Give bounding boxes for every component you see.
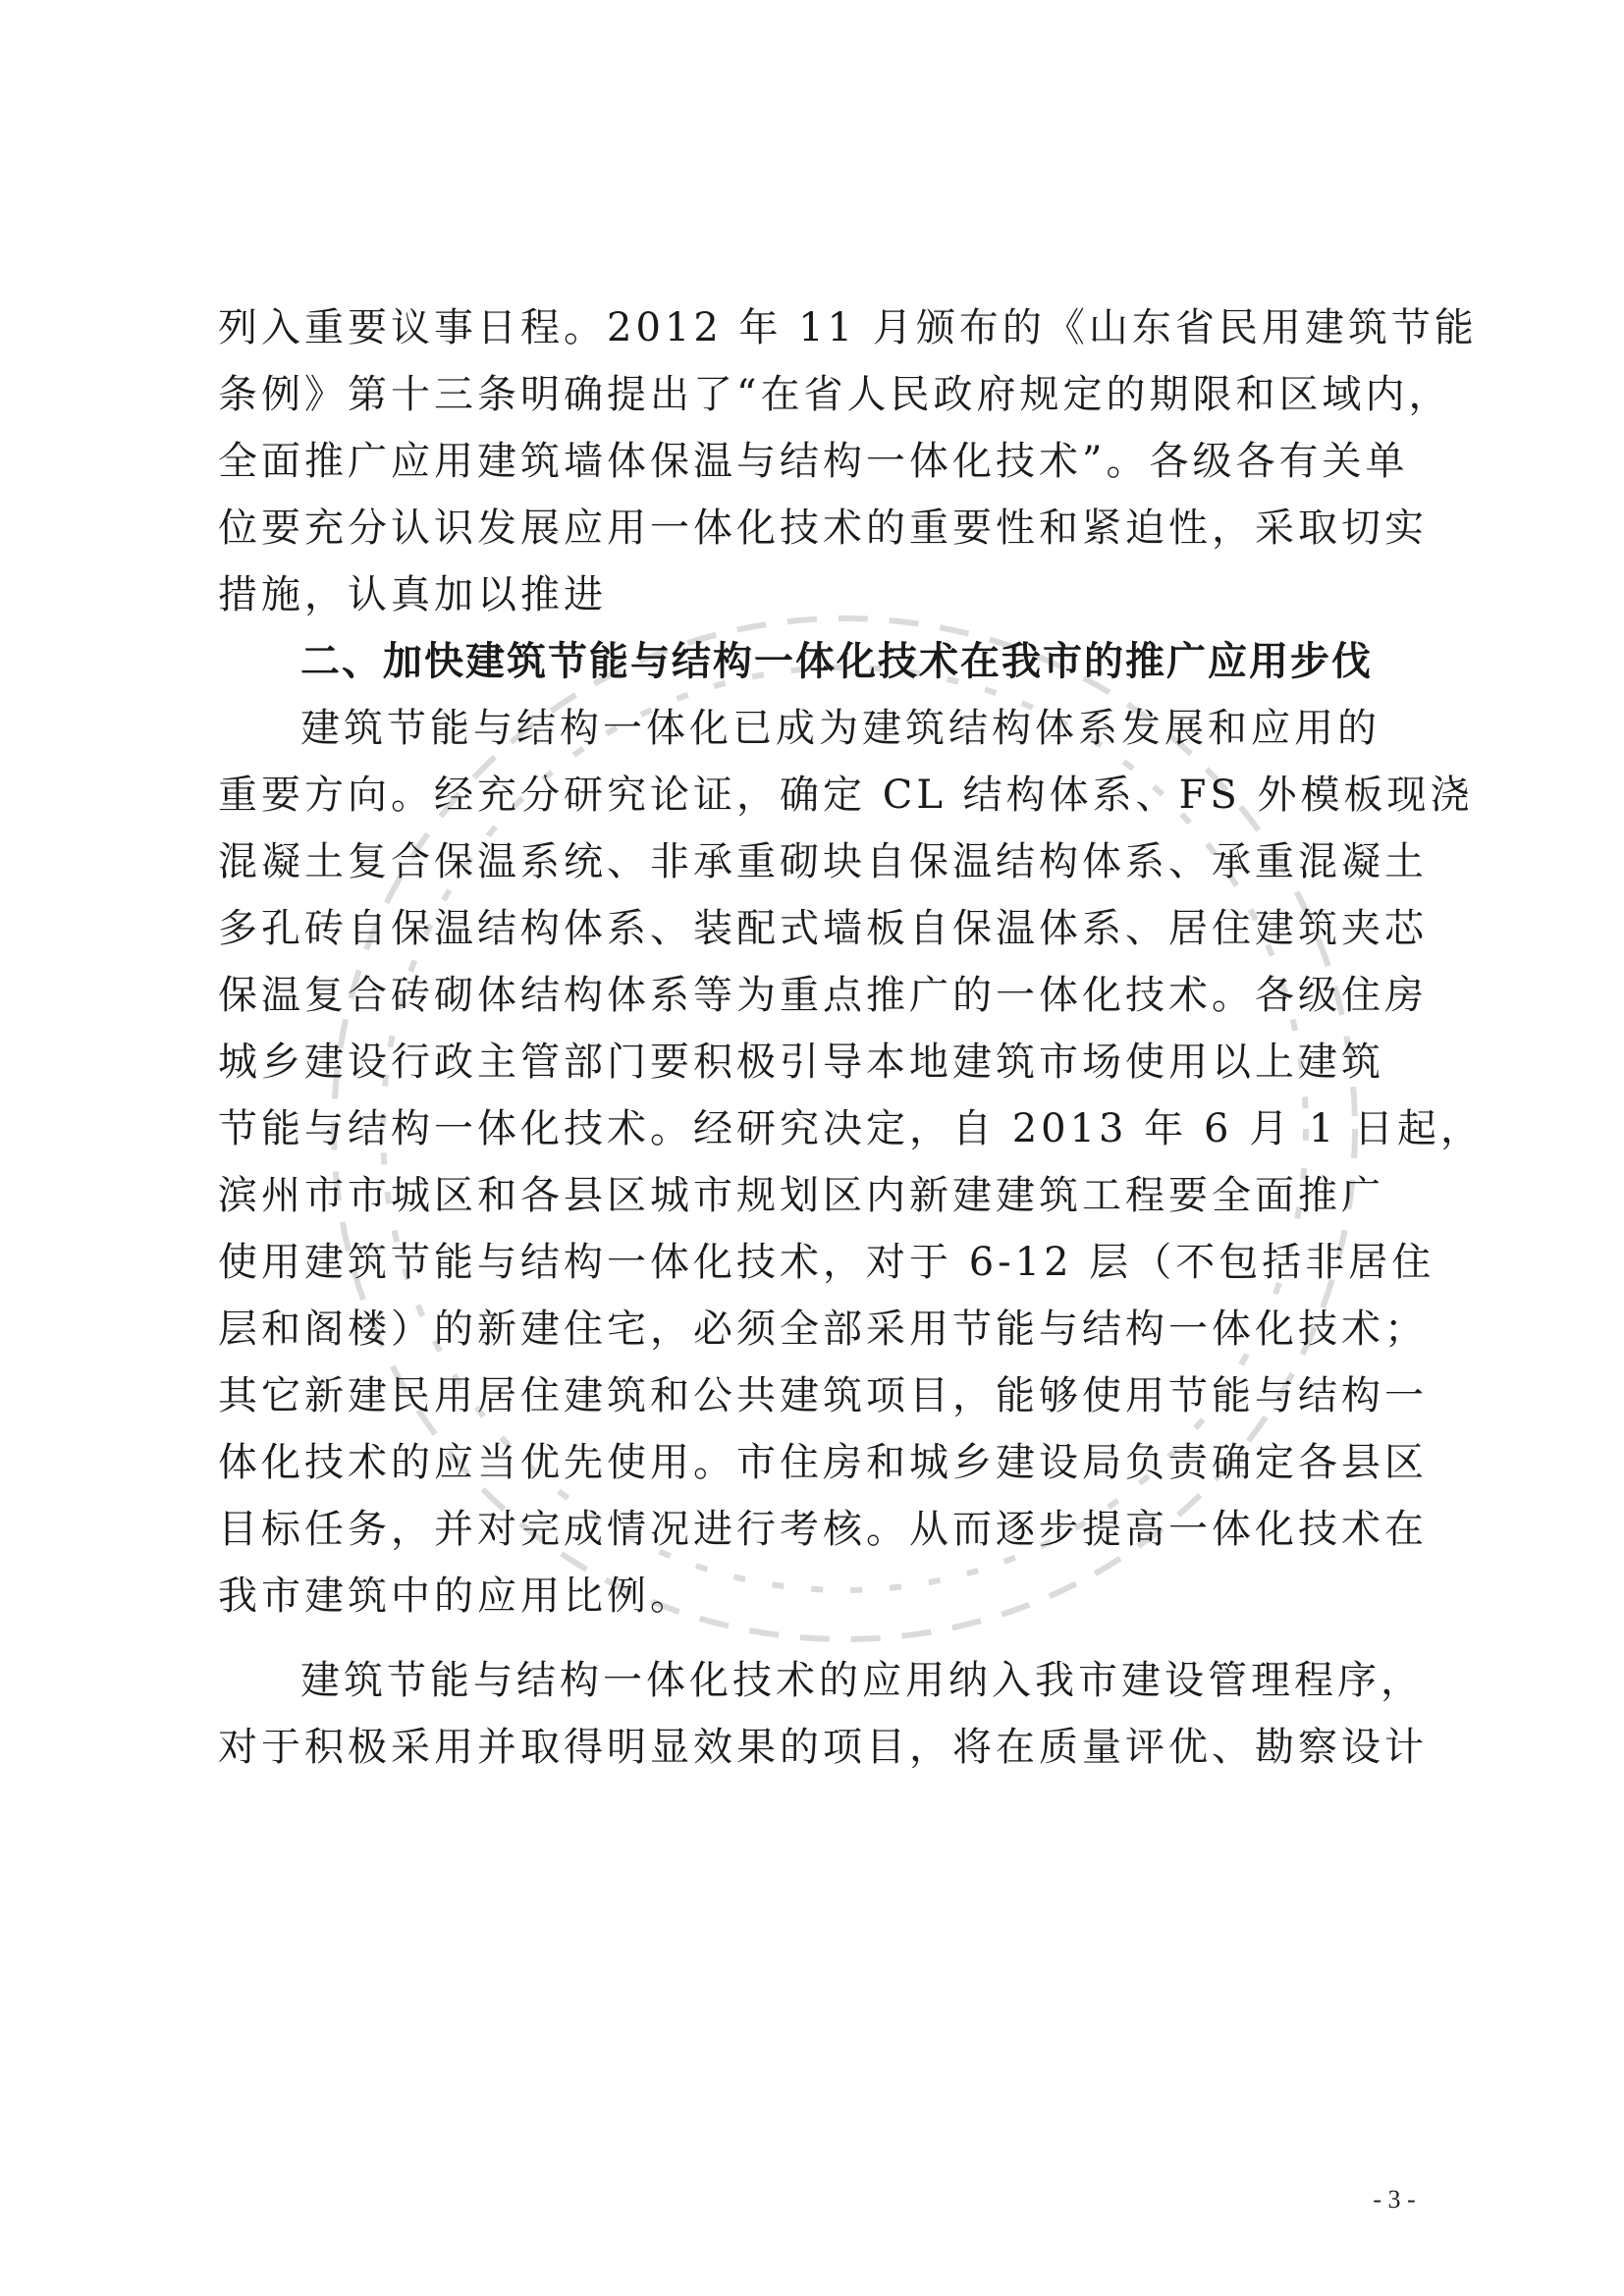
text-line: 多孔砖自保温结构体系、装配式墙板自保温体系、居住建筑夹芯 [218, 906, 1428, 951]
body-paragraph-1 [218, 695, 1484, 1629]
text-line: 城乡建设行政主管部门要积极引导本地建筑市场使用以上建筑 [218, 1040, 1384, 1085]
text-line: 保温复合砖砌体结构体系等为重点推广的一体化技术。各级住房 [218, 973, 1428, 1018]
text-line: 位要充分认识发展应用一体化技术的重要性和紧迫性，采取切实 [218, 506, 1428, 551]
body-paragraph-2 [218, 1647, 1426, 1781]
text-line: 建筑节能与结构一体化技术的应用纳入我市建设管理程序， [300, 1658, 1424, 1703]
text-line: 措施，认真加以推进 [218, 572, 607, 617]
text-line: 全面推广应用建筑墙体保温与结构一体化技术”。各级各有关单 [218, 439, 1409, 484]
text-line: 重要方向。经充分研究论证，确定 CL 结构体系、FS 外模板现浇 [218, 773, 1474, 818]
text-line: 目标任务，并对完成情况进行考核。从而逐步提高一体化技术在 [218, 1507, 1428, 1552]
text-line: 层和阁楼）的新建住宅，必须全部采用节能与结构一体化技术； [218, 1307, 1428, 1352]
page-number: - 3 - [1373, 2185, 1416, 2214]
text-line: 条例》第十三条明确提出了“在省人民政府规定的期限和区域内， [218, 372, 1452, 417]
section-heading: 二、加快建筑节能与结构一体化技术在我市的推广应用步伐 [300, 639, 1373, 684]
paragraph-continued [218, 294, 1478, 628]
text-line: 其它新建民用居住建筑和公共建筑项目，能够使用节能与结构一 [218, 1373, 1428, 1418]
text-line: 建筑节能与结构一体化已成为建筑结构体系发展和应用的 [300, 706, 1380, 751]
paragraph-gap [218, 1629, 1426, 1647]
text-line: 混凝土复合保温系统、非承重砌块自保温结构体系、承重混凝土 [218, 839, 1428, 884]
document-body [218, 294, 1484, 1781]
text-line: 对于积极采用并取得明显效果的项目，将在质量评优、勘察设计 [218, 1725, 1428, 1770]
text-line: 使用建筑节能与结构一体化技术，对于 6-12 层（不包括非居住 [218, 1240, 1435, 1285]
text-line: 体化技术的应当优先使用。市住房和城乡建设局负责确定各县区 [218, 1440, 1428, 1485]
text-line: 列入重要议事日程。2012 年 11 月颁布的《山东省民用建筑节能 [218, 305, 1478, 350]
text-line: 我市建筑中的应用比例。 [218, 1574, 693, 1619]
text-line: 滨州市市城区和各县区城市规划区内新建建筑工程要全面推广 [218, 1173, 1384, 1218]
text-line: 节能与结构一体化技术。经研究决定，自 2013 年 6 月 1 日起， [218, 1106, 1484, 1151]
